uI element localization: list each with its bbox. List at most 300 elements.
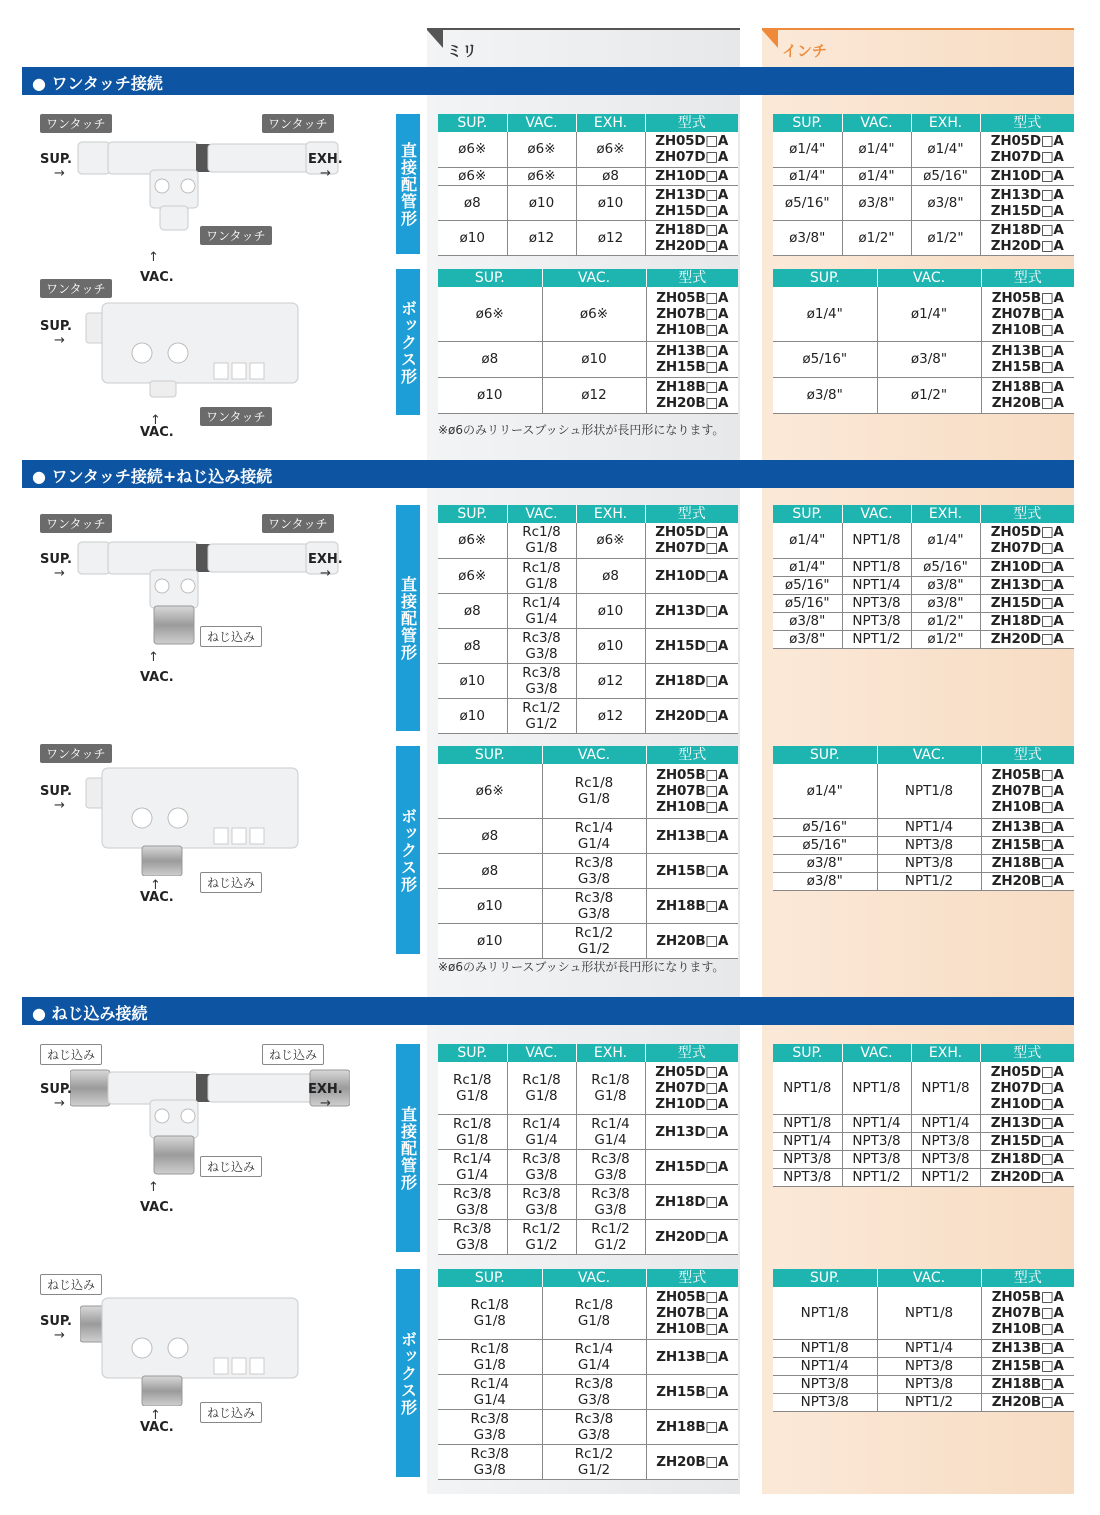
column-header: SUP.: [773, 114, 842, 132]
model-cell: ZH05D□A ZH07D□A: [645, 523, 738, 558]
table-row: [438, 1184, 738, 1219]
size-cell: ø1/4": [877, 287, 981, 341]
size-cell: ø10: [576, 593, 645, 628]
size-cell: Rc3/8 G3/8: [507, 663, 576, 698]
section-title: ねじ込み接続: [51, 1004, 148, 1023]
connection-tag: ワンタッチ: [200, 226, 272, 245]
size-cell: ø10: [507, 185, 576, 220]
size-cell: NPT1/8: [842, 523, 911, 558]
section-header: ● ねじ込み接続: [22, 997, 1074, 1025]
table-row: [773, 558, 1074, 576]
column-header: VAC.: [877, 1269, 981, 1287]
model-cell: ZH20D□A: [980, 1168, 1074, 1186]
arrow-icon: ↑: [148, 650, 159, 665]
table-row: [773, 1168, 1074, 1186]
size-cell: NPT3/8: [877, 854, 981, 872]
box-inch-table: [773, 269, 1074, 414]
direct-mm-table: [438, 114, 738, 256]
connection-tag: ワンタッチ: [40, 279, 112, 298]
size-cell: ø3/8": [842, 185, 911, 220]
column-header: EXH.: [576, 1044, 645, 1062]
model-cell: ZH05D□A ZH07D□A ZH10D□A: [645, 1062, 738, 1114]
size-cell: Rc1/4 G1/4: [438, 1149, 507, 1184]
table-row: [438, 185, 738, 220]
column-header: 型式: [980, 1044, 1074, 1062]
column-header: 型式: [645, 505, 738, 523]
arrow-icon: ↑: [150, 1408, 161, 1423]
size-cell: ø3/8": [773, 612, 842, 630]
model-cell: ZH18D□A: [980, 1150, 1074, 1168]
model-cell: ZH05D□A ZH07D□A ZH10D□A: [980, 1062, 1074, 1114]
column-header: SUP.: [773, 505, 842, 523]
table-row: [438, 1409, 738, 1444]
arrow-icon: →: [54, 1328, 65, 1343]
size-cell: ø6※: [507, 132, 576, 167]
table-row: [773, 1114, 1074, 1132]
footnote: ※ø6のみリリースブッシュ形状が長円形になります。: [438, 960, 725, 974]
size-cell: Rc1/2 G1/2: [542, 1444, 646, 1479]
size-cell: Rc1/8 G1/8: [542, 1287, 646, 1339]
direct-type-label: 直接配管形: [396, 1044, 420, 1252]
table-row: [773, 287, 1074, 341]
column-header: VAC.: [842, 505, 911, 523]
size-cell: ø8: [576, 167, 645, 185]
model-cell: ZH05B□A ZH07B□A ZH10B□A: [981, 764, 1074, 818]
size-cell: ø5/16": [773, 576, 842, 594]
size-cell: ø5/16": [773, 341, 877, 377]
model-cell: ZH18D□A ZH20D□A: [980, 220, 1074, 255]
table-row: [438, 341, 738, 377]
column-header: EXH.: [911, 505, 980, 523]
size-cell: ø10: [438, 923, 542, 958]
column-header: 型式: [645, 1044, 738, 1062]
model-cell: ZH18D□A: [980, 612, 1074, 630]
size-cell: Rc1/2 G1/2: [507, 1219, 576, 1254]
model-cell: ZH05B□A ZH07B□A ZH10B□A: [981, 1287, 1074, 1339]
model-cell: ZH18D□A: [645, 663, 738, 698]
table-row: [438, 220, 738, 255]
table-row: [773, 341, 1074, 377]
table-row: [773, 1357, 1074, 1375]
model-cell: ZH13B□A: [981, 1339, 1074, 1357]
model-cell: ZH10D□A: [645, 167, 738, 185]
direct-inch-table: [773, 505, 1074, 649]
arrow-icon: →: [320, 566, 331, 581]
size-cell: ø1/2": [911, 612, 980, 630]
table-row: [438, 1374, 738, 1409]
size-cell: ø8: [438, 593, 507, 628]
size-cell: Rc3/8 G3/8: [507, 628, 576, 663]
size-cell: ø12: [576, 698, 645, 733]
sup-label: SUP.: [40, 152, 72, 167]
arrow-icon: →: [54, 333, 65, 348]
arrow-icon: ↑: [150, 413, 161, 428]
size-cell: ø1/4": [773, 558, 842, 576]
size-cell: NPT1/2: [842, 630, 911, 648]
box-type-label: ボックス形: [396, 1269, 420, 1477]
size-cell: ø6※: [507, 167, 576, 185]
model-cell: ZH20B□A: [646, 923, 738, 958]
size-cell: ø6※: [438, 287, 542, 341]
size-cell: NPT3/8: [773, 1375, 877, 1393]
vac-label: VAC.: [140, 670, 174, 685]
size-cell: Rc3/8 G3/8: [542, 853, 646, 888]
direct-inch-table: [773, 114, 1074, 256]
table-row: [773, 1375, 1074, 1393]
size-cell: NPT1/8: [773, 1114, 842, 1132]
size-cell: ø8: [438, 818, 542, 853]
size-cell: NPT1/2: [911, 1168, 980, 1186]
size-cell: ø6※: [438, 132, 507, 167]
exh-label: EXH.: [308, 552, 343, 567]
size-cell: Rc3/8 G3/8: [542, 1374, 646, 1409]
column-header: 型式: [980, 114, 1074, 132]
size-cell: ø8: [438, 341, 542, 377]
size-cell: NPT1/8: [773, 1062, 842, 1114]
size-cell: NPT1/8: [842, 1062, 911, 1114]
size-cell: ø6※: [576, 132, 645, 167]
table-row: [438, 853, 738, 888]
size-cell: ø5/16": [773, 836, 877, 854]
size-cell: NPT1/4: [877, 818, 981, 836]
size-cell: ø10: [438, 377, 542, 413]
column-header: SUP.: [438, 114, 507, 132]
size-cell: NPT1/8: [877, 764, 981, 818]
column-header: VAC.: [877, 269, 981, 287]
size-cell: ø1/4": [842, 167, 911, 185]
direct-mm-table: [438, 505, 738, 734]
box-ejector-illustration: [80, 766, 300, 880]
table-row: [773, 630, 1074, 648]
table-row: [438, 923, 738, 958]
model-cell: ZH20B□A: [981, 872, 1074, 890]
box-ejector-illustration: [80, 1296, 300, 1410]
table-row: [438, 1062, 738, 1114]
connection-tag: ねじ込み: [200, 1156, 262, 1177]
size-cell: ø6※: [438, 523, 507, 558]
column-header: SUP.: [438, 269, 542, 287]
inch-column-header: インチ: [762, 28, 1074, 68]
size-cell: Rc3/8 G3/8: [438, 1219, 507, 1254]
size-cell: Rc3/8 G3/8: [507, 1184, 576, 1219]
size-cell: ø1/4": [773, 287, 877, 341]
size-cell: ø6※: [438, 167, 507, 185]
exh-label: EXH.: [308, 152, 343, 167]
size-cell: NPT1/2: [877, 1393, 981, 1411]
arrow-icon: →: [54, 166, 65, 181]
model-cell: ZH13D□A ZH15D□A: [980, 185, 1074, 220]
size-cell: ø6※: [576, 523, 645, 558]
table-row: [773, 167, 1074, 185]
table-row: [773, 594, 1074, 612]
table-row: [438, 698, 738, 733]
model-cell: ZH13D□A: [645, 1114, 738, 1149]
model-cell: ZH20D□A: [980, 630, 1074, 648]
table-row: [438, 663, 738, 698]
size-cell: ø6※: [542, 287, 646, 341]
section-title: ワンタッチ接続: [51, 74, 163, 93]
vac-label: VAC.: [140, 1420, 174, 1435]
direct-mm-table: [438, 1044, 738, 1255]
size-cell: Rc3/8 G3/8: [507, 1149, 576, 1184]
size-cell: ø10: [576, 628, 645, 663]
table-row: [438, 167, 738, 185]
size-cell: ø10: [542, 341, 646, 377]
table-row: [438, 287, 738, 341]
table-row: [773, 1062, 1074, 1114]
size-cell: ø1/4": [773, 167, 842, 185]
sup-label: SUP.: [40, 1314, 72, 1329]
model-cell: ZH13D□A: [645, 593, 738, 628]
column-header: 型式: [646, 1269, 738, 1287]
table-row: [773, 220, 1074, 255]
size-cell: NPT3/8: [842, 612, 911, 630]
box-type-label: ボックス形: [396, 269, 420, 415]
model-cell: ZH15D□A: [645, 628, 738, 663]
size-cell: Rc1/4 G1/4: [576, 1114, 645, 1149]
table-row: [773, 818, 1074, 836]
size-cell: ø10: [438, 698, 507, 733]
connection-tag: ワンタッチ: [40, 744, 112, 763]
model-cell: ZH13D□A: [980, 1114, 1074, 1132]
model-cell: ZH13B□A: [646, 818, 738, 853]
model-cell: ZH13D□A ZH15D□A: [645, 185, 738, 220]
table-row: [773, 1287, 1074, 1339]
size-cell: ø5/16": [911, 558, 980, 576]
model-cell: ZH05B□A ZH07B□A ZH10B□A: [981, 287, 1074, 341]
model-cell: ZH15B□A: [981, 836, 1074, 854]
size-cell: Rc1/8 G1/8: [507, 558, 576, 593]
model-cell: ZH13B□A: [646, 1339, 738, 1374]
table-row: [438, 558, 738, 593]
size-cell: ø1/2": [842, 220, 911, 255]
vac-label: VAC.: [140, 425, 174, 440]
size-cell: Rc1/4 G1/4: [507, 593, 576, 628]
table-row: [773, 1393, 1074, 1411]
size-cell: ø8: [438, 853, 542, 888]
size-cell: ø12: [576, 220, 645, 255]
column-header: SUP.: [438, 746, 542, 764]
size-cell: ø8: [576, 558, 645, 593]
size-cell: ø3/8": [773, 630, 842, 648]
size-cell: Rc1/4 G1/4: [542, 818, 646, 853]
column-header: SUP.: [773, 1044, 842, 1062]
size-cell: ø10: [576, 185, 645, 220]
column-header: EXH.: [576, 505, 645, 523]
model-cell: ZH10D□A: [980, 558, 1074, 576]
column-header: EXH.: [576, 114, 645, 132]
size-cell: NPT1/2: [877, 872, 981, 890]
size-cell: NPT3/8: [773, 1393, 877, 1411]
size-cell: NPT3/8: [842, 1132, 911, 1150]
model-cell: ZH13B□A ZH15B□A: [646, 341, 738, 377]
size-cell: Rc1/8 G1/8: [507, 523, 576, 558]
box-ejector-illustration: [80, 301, 300, 415]
section-header: ● ワンタッチ接続+ねじ込み接続: [22, 460, 1074, 488]
table-row: [773, 1132, 1074, 1150]
column-header: VAC.: [842, 1044, 911, 1062]
table-row: [438, 888, 738, 923]
size-cell: Rc1/8 G1/8: [438, 1339, 542, 1374]
column-header: 型式: [981, 746, 1074, 764]
table-row: [773, 764, 1074, 818]
table-row: [438, 1114, 738, 1149]
size-cell: ø5/16": [773, 185, 842, 220]
size-cell: NPT3/8: [911, 1150, 980, 1168]
connection-tag: ねじ込み: [200, 626, 262, 647]
size-cell: ø10: [438, 220, 507, 255]
model-cell: ZH05D□A ZH07D□A: [645, 132, 738, 167]
model-cell: ZH18B□A ZH20B□A: [646, 377, 738, 413]
mm-column-header: ミリ: [427, 28, 740, 68]
connection-tag: ワンタッチ: [40, 514, 112, 533]
column-header: EXH.: [911, 114, 980, 132]
size-cell: NPT3/8: [842, 594, 911, 612]
direct-type-label: 直接配管形: [396, 114, 420, 254]
model-cell: ZH13B□A ZH15B□A: [981, 341, 1074, 377]
model-cell: ZH18B□A: [646, 1409, 738, 1444]
connection-tag: ねじ込み: [40, 1044, 102, 1065]
table-row: [773, 854, 1074, 872]
size-cell: NPT3/8: [911, 1132, 980, 1150]
connection-tag: ねじ込み: [200, 872, 262, 893]
model-cell: ZH15B□A: [646, 1374, 738, 1409]
vac-label: VAC.: [140, 270, 174, 285]
arrow-icon: →: [54, 798, 65, 813]
table-row: [773, 132, 1074, 167]
arrow-icon: ↑: [148, 250, 159, 265]
size-cell: NPT1/8: [911, 1062, 980, 1114]
size-cell: NPT1/8: [773, 1339, 877, 1357]
column-header: VAC.: [507, 505, 576, 523]
model-cell: ZH05D□A ZH07D□A: [980, 132, 1074, 167]
size-cell: ø10: [438, 888, 542, 923]
size-cell: ø1/4": [911, 132, 980, 167]
size-cell: ø12: [542, 377, 646, 413]
size-cell: ø1/2": [911, 630, 980, 648]
size-cell: Rc1/4 G1/4: [438, 1374, 542, 1409]
size-cell: Rc1/8 G1/8: [576, 1062, 645, 1114]
table-row: [438, 1219, 738, 1254]
column-header: VAC.: [542, 746, 646, 764]
size-cell: ø12: [507, 220, 576, 255]
size-cell: ø3/8": [773, 220, 842, 255]
size-cell: ø1/2": [911, 220, 980, 255]
column-header: VAC.: [842, 114, 911, 132]
model-cell: ZH05B□A ZH07B□A ZH10B□A: [646, 764, 738, 818]
table-row: [438, 764, 738, 818]
size-cell: Rc3/8 G3/8: [542, 1409, 646, 1444]
model-cell: ZH15D□A: [645, 1149, 738, 1184]
arrow-icon: ↑: [150, 878, 161, 893]
model-cell: ZH18B□A: [981, 1375, 1074, 1393]
model-cell: ZH18D□A: [645, 1184, 738, 1219]
size-cell: Rc3/8 G3/8: [438, 1409, 542, 1444]
model-cell: ZH15D□A: [980, 594, 1074, 612]
size-cell: Rc1/8 G1/8: [438, 1062, 507, 1114]
direct-type-label: 直接配管形: [396, 505, 420, 731]
table-row: [773, 185, 1074, 220]
model-cell: ZH20B□A: [981, 1393, 1074, 1411]
size-cell: ø8: [438, 185, 507, 220]
column-header: SUP.: [773, 269, 877, 287]
model-cell: ZH15D□A: [980, 1132, 1074, 1150]
column-header: SUP.: [773, 1269, 877, 1287]
size-cell: Rc1/2 G1/2: [542, 923, 646, 958]
size-cell: Rc1/8 G1/8: [438, 1287, 542, 1339]
model-cell: ZH05D□A ZH07D□A: [980, 523, 1074, 558]
arrow-icon: ↑: [148, 1180, 159, 1195]
size-cell: NPT3/8: [877, 836, 981, 854]
size-cell: NPT1/4: [773, 1132, 842, 1150]
size-cell: NPT1/4: [877, 1339, 981, 1357]
sup-label: SUP.: [40, 1082, 72, 1097]
model-cell: ZH20D□A: [645, 698, 738, 733]
table-row: [773, 576, 1074, 594]
table-row: [438, 593, 738, 628]
model-cell: ZH15B□A: [646, 853, 738, 888]
table-row: [773, 377, 1074, 413]
box-inch-table: [773, 1269, 1074, 1412]
column-header: EXH.: [911, 1044, 980, 1062]
size-cell: ø1/4": [773, 523, 842, 558]
exh-label: EXH.: [308, 1082, 343, 1097]
table-row: [438, 1149, 738, 1184]
model-cell: ZH18B□A ZH20B□A: [981, 377, 1074, 413]
column-header: VAC.: [507, 114, 576, 132]
model-cell: ZH20B□A: [646, 1444, 738, 1479]
size-cell: NPT1/4: [842, 1114, 911, 1132]
box-mm-table: [438, 1269, 738, 1480]
size-cell: ø5/16": [773, 818, 877, 836]
size-cell: NPT1/8: [877, 1287, 981, 1339]
size-cell: Rc1/4 G1/4: [542, 1339, 646, 1374]
arrow-icon: →: [320, 166, 331, 181]
model-cell: ZH18B□A: [646, 888, 738, 923]
size-cell: Rc1/2 G1/2: [507, 698, 576, 733]
table-row: [438, 377, 738, 413]
column-header: VAC.: [542, 1269, 646, 1287]
table-row: [773, 872, 1074, 890]
column-header: SUP.: [773, 746, 877, 764]
size-cell: NPT3/8: [842, 1150, 911, 1168]
table-row: [773, 1150, 1074, 1168]
size-cell: ø3/8": [911, 185, 980, 220]
model-cell: ZH10D□A: [645, 558, 738, 593]
size-cell: Rc3/8 G3/8: [576, 1184, 645, 1219]
column-header: 型式: [980, 505, 1074, 523]
model-cell: ZH15B□A: [981, 1357, 1074, 1375]
connection-tag: ワンタッチ: [200, 407, 272, 426]
direct-inch-table: [773, 1044, 1074, 1187]
size-cell: ø3/8": [911, 594, 980, 612]
size-cell: ø6※: [438, 558, 507, 593]
vac-label: VAC.: [140, 890, 174, 905]
column-header: 型式: [646, 269, 738, 287]
size-cell: NPT3/8: [877, 1375, 981, 1393]
size-cell: NPT1/8: [842, 558, 911, 576]
model-cell: ZH18B□A: [981, 854, 1074, 872]
table-row: [438, 1339, 738, 1374]
size-cell: ø6※: [438, 764, 542, 818]
table-row: [773, 612, 1074, 630]
size-cell: ø3/8": [773, 377, 877, 413]
size-cell: ø3/8": [911, 576, 980, 594]
size-cell: Rc1/8 G1/8: [542, 764, 646, 818]
size-cell: Rc3/8 G3/8: [576, 1149, 645, 1184]
size-cell: ø10: [438, 663, 507, 698]
size-cell: ø3/8": [877, 341, 981, 377]
